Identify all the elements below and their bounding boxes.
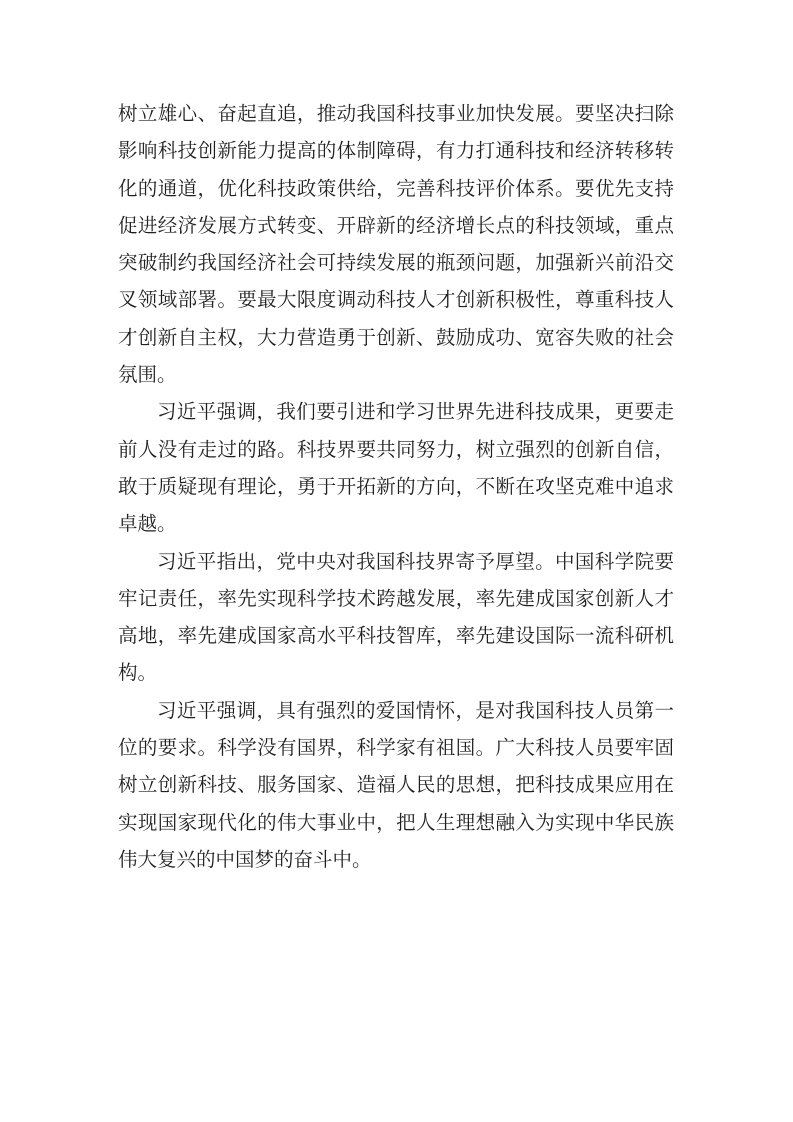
paragraph: [118, 394, 674, 543]
text-line: 卓越。: [118, 514, 177, 536]
text-line: 高地，率先建成国家高水平科技智库，率先建设国际一流科研机: [118, 626, 674, 648]
document-body: [118, 96, 674, 879]
paragraph: [118, 96, 674, 394]
text-line: 才创新自主权，大力营造勇于创新、鼓励成功、宽容失败的社会: [118, 327, 674, 349]
text-line: 位的要求。科学没有国界，科学家有祖国。广大科技人员要牢固: [118, 738, 674, 760]
text-line: 促进经济发展方式转变、开辟新的经济增长点的科技领域，重点: [118, 215, 674, 237]
text-line: 突破制约我国经济社会可持续发展的瓶颈问题，加强新兴前沿交: [118, 253, 674, 275]
text-line: 习近平强调，具有强烈的爱国情怀，是对我国科技人员第一: [157, 700, 674, 722]
text-line: 树立创新科技、服务国家、造福人民的思想，把科技成果应用在: [118, 775, 674, 797]
paragraph: [118, 544, 674, 693]
text-line: 影响科技创新能力提高的体制障碍，有力打通科技和经济转移转: [118, 141, 674, 163]
text-line: 叉领域部署。要最大限度调动科技人才创新积极性，尊重科技人: [118, 290, 674, 312]
text-line: 习近平强调，我们要引进和学习世界先进科技成果，更要走: [157, 402, 674, 424]
text-line: 树立雄心、奋起直追，推动我国科技事业加快发展。要坚决扫除: [118, 104, 674, 125]
text-line: 习近平指出，党中央对我国科技界寄予厚望。中国科学院要: [157, 551, 674, 573]
text-line: 构。: [118, 663, 158, 685]
text-line: 牢记责任，率先实现科学技术跨越发展，率先建成国家创新人才: [118, 588, 674, 610]
text-line: 氛围。: [118, 365, 177, 387]
text-line: 伟大复兴的中国梦的奋斗中。: [118, 849, 372, 871]
text-line: 实现国家现代化的伟大事业中，把人生理想融入为实现中华民族: [118, 812, 674, 834]
text-line: 敢于质疑现有理论，勇于开拓新的方向，不断在攻坚克难中追求: [118, 476, 674, 498]
text-line: 前人没有走过的路。科技界要共同努力，树立强烈的创新自信，: [118, 439, 674, 461]
paragraph: [118, 693, 674, 879]
text-line: 化的通道，优化科技政策供给，完善科技评价体系。要优先支持: [118, 178, 674, 200]
